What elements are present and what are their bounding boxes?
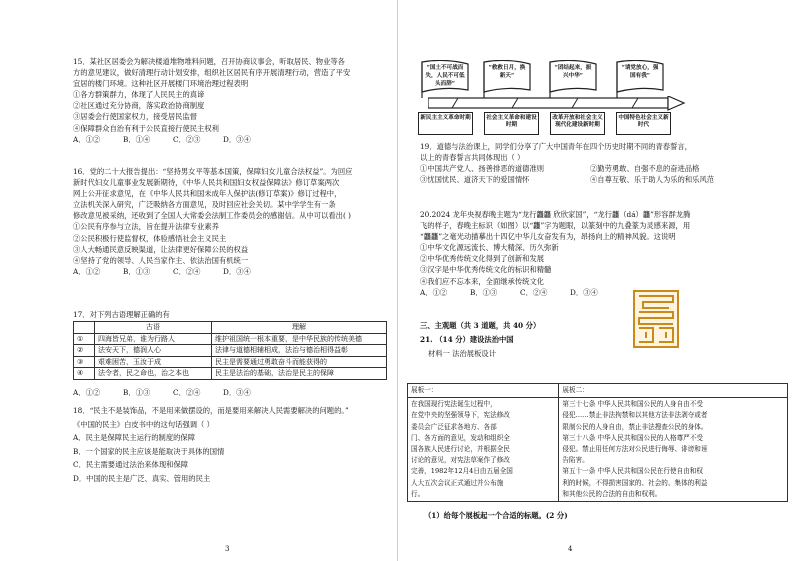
q18-stem-line: 《中国的民主》白皮书中的这句话强调（ ） — [73, 419, 214, 429]
q20-stem-line: “龘龘”之毫光动描摹出十四亿中华儿女奋发有为，昂扬向上的精神风貌。这说明 — [420, 232, 676, 242]
header-idiom: 古语 — [95, 322, 212, 334]
q17-idiom-table — [73, 321, 387, 380]
q15-stem-line: 宜居的楼门环境。这种社区开展楼门环境治理过程表明 — [73, 79, 249, 89]
q16-stem-line: 网上公开征求意见，在《中华人民共和国未成年人保护法(修订草案)》修订过程中， — [73, 189, 342, 199]
q16-stem-line: 新时代妇女儿童事业发展新期待，《中华人民共和国妇女权益保障法》修订草案两次 — [73, 178, 340, 188]
choice-a: A．①② — [420, 287, 448, 297]
q16-choices — [73, 266, 273, 277]
q15-option: ④保障群众自治有利于公民直接行使民主权利 — [73, 123, 219, 133]
question-18 — [73, 404, 393, 485]
q19-options-row — [420, 174, 760, 185]
period-box: 改革开放和社会主义现代化建设新时期 — [550, 112, 605, 135]
choice-b: B．①③ — [470, 287, 498, 297]
table-row: ① 四海皆兄弟，谁为行路人 维护祖国统一根本重要，是中华民族的传统美德 — [74, 333, 387, 345]
q20-option: ④我们应不忘本来，全面继承传统文化 — [420, 276, 545, 286]
q15-stem-line: 方的意见建议，做好清理行动计划安排，组织社区居民有序开展清理行动，营造了平安 — [73, 68, 351, 78]
table-row: ④ 法令者，民之命也，治之本也 民主是法治的基础，法治是民主的保障 — [74, 368, 387, 380]
choice-b: B．①④ — [123, 134, 151, 144]
boards-header-row — [408, 384, 788, 398]
choice-d: D．③④ — [570, 287, 598, 297]
q16-option: ③人大畅通民意反映渠道，让法律更好保障公民的权益 — [73, 244, 249, 254]
choice-a: A．①② — [73, 134, 101, 144]
q21-heading: 21. （14 分）建设法治中国 — [420, 335, 514, 344]
q16-stem-line: 16．党的二十大报告提出：“坚持男女平等基本国策，保障妇女儿童合法权益”。为回应 — [73, 167, 353, 176]
section-3-heading: 三、主观题（共 3 道题，共 40 分） — [420, 321, 541, 330]
q19-options-row — [420, 163, 760, 174]
choice-c: C．②③ — [173, 134, 201, 144]
question-15 — [73, 56, 393, 145]
header-understanding: 理解 — [212, 322, 387, 334]
period-box: 社会主义革命和建设时期 — [484, 112, 539, 135]
q21-material-label: 材料一 法治展板设计 — [428, 349, 496, 358]
choice-d: D．③④ — [223, 388, 251, 397]
page-number: 4 — [568, 545, 573, 553]
table-header-row — [74, 322, 387, 334]
right-page — [397, 0, 794, 561]
q20-choices — [420, 287, 620, 298]
q20-option: ①中华文化源远流长、博大精深、历久弥新 — [420, 243, 559, 253]
q18-option: D．中国的民主是广泛、真实、管用的民主 — [73, 473, 211, 483]
board-1-content: 在我国现行宪法诞生过程中， 在党中央的坚强领导下，宪法修改 委员会广泛征求各地方、各部 门、各方面的意见，发动和组织全 国各族人民进行讨论，并根据全民 讨论的意见，对宪法草案作了修改 完善，1982年12月4日由五届全国 人大五次会议正式通过并公布施 行。 — [408, 398, 559, 502]
board-2-title: 展板二： — [559, 384, 788, 398]
q17-choices — [73, 387, 273, 398]
choice-a: A．①② — [73, 266, 101, 276]
period-box: 中国特色社会主义新时代 — [616, 112, 671, 135]
table-row: ② 法安天下，德润人心 法律与道德相辅相成，法治与德治相得益彰 — [74, 345, 387, 357]
q18-option: A．民主是保障民主运行的制度的保障 — [73, 433, 196, 442]
q19-stem-line: 19．道德与法治课上，同学们分享了广大中国青年在四个历史时期不同的青春誓言， — [420, 142, 692, 151]
slogan-flag: “团结起来，振兴中华” — [548, 60, 598, 98]
q15-stem-line: 15．某社区居委会为解决楼道堆物堆料问题，召开协商议事会，听取居民、物业等各 — [73, 57, 345, 66]
q16-stem-line: 立法机关深入研究，广泛吸纳各方面意见，及时回应社会关切。某中学学生有一条 — [73, 200, 336, 210]
period-box: 新民主主义革命时期 — [418, 112, 473, 135]
q15-choices — [73, 134, 273, 145]
question-16 — [73, 166, 393, 277]
q18-stem-line: 18．“民主不是装饰品，不是用来做摆设的，而是要用来解决人民需要解决的问题的。” — [73, 406, 349, 415]
choice-c: C．②④ — [173, 266, 201, 276]
board-2-content: 第三十七条 中华人民共和国公民的人身自由不受 侵犯……禁止非法拘禁和以其他方法非法剥夺或者 限制公民的人身自由，禁止非法搜查公民的身体。 第三十八条 中华人民共和国公民的人格尊严不受 侵犯。禁止用任何方法对公民进行侮辱、诽谤和诬 告陷害。 第五十一条 中华人民共和国公民在行使自由和权 利的时候，不得损害国家的、社会的、集体的利益 和其他公民的合法的自由和权利。 — [559, 398, 788, 502]
slogan-flag: “请党放心，强国有我” — [615, 60, 665, 98]
choice-b: B．①③ — [123, 388, 151, 397]
choice-d: D．③④ — [223, 134, 251, 144]
choice-d: D．③④ — [223, 266, 251, 276]
q15-option: ①各方群策群力，体现了人民民主的真谛 — [73, 90, 205, 100]
table-row: ③ 艰难困苦，玉汝于成 民主是需要通过勇敢奋斗而能获得的 — [74, 356, 387, 368]
question-20 — [420, 209, 790, 298]
choice-b: B．①③ — [123, 266, 151, 276]
q17-title: 17．对下列古语理解正确的有 — [73, 310, 170, 319]
q20-stem-line: 飞的样子，春晚主标识（如图）以“龘”字为题眼，以篆刻中的九叠篆为灵感来源，用 — [420, 221, 691, 231]
q20-stem-line: 20.2024 龙年央视春晚主题为“龙行龘龘 欣欣家国”，“龙行龘（dá）龘”形容群龙腾 — [420, 210, 691, 219]
q20-option: ③汉字是中华优秀传统文化的标识和精髓 — [420, 265, 552, 275]
q21-sub-question-1: （1）给每个展板起一个合适的标题。(2 分) — [424, 511, 568, 520]
q18-option: B．一个国家的民主应该是能取决于具体的国情 — [73, 446, 225, 456]
q16-option: ④坚持了党的领导、人民当家作主、依法治国有机统一 — [73, 255, 249, 265]
law-display-boards — [407, 383, 788, 502]
q19-option: ②勤劳勇敢、自强不息的奋进品格 — [590, 164, 700, 174]
q20-option: ②中华优秀传统文化得到了创新和发展 — [420, 254, 545, 264]
q16-stem-line: 修改意见被采纳，还收到了全国人大常委会法制工作委员会的感谢信。从中可以看出( ) — [73, 211, 351, 221]
q16-option: ①公民有序参与立法，旨在提升法律专业素养 — [73, 222, 219, 232]
q19-stem-line: 以上的青春誓言共同体现出（ ） — [420, 153, 525, 163]
q15-option: ②社区通过充分协商，落实政治协商制度 — [73, 101, 205, 111]
choice-c: C．②④ — [173, 388, 201, 397]
slogan-flag: “救救日月，换新天” — [482, 60, 532, 98]
q19-option: ①中国共产党人、扬善排恶的道德准则 — [420, 164, 545, 174]
q15-option: ③居委会行使国家权力，接受居民监督 — [73, 112, 198, 122]
choice-c: C．②④ — [520, 287, 548, 297]
question-19 — [420, 141, 790, 185]
spring-festival-seal-logo — [633, 290, 679, 348]
q16-option: ②公民积极行使监督权，体验感悟社会主义民主 — [73, 233, 227, 243]
timeline-arrow — [428, 96, 688, 112]
q19-option: ③忧国忧民、道济天下的爱国情怀 — [420, 175, 530, 185]
choice-a: A．①② — [73, 388, 101, 397]
board-1-title: 展板一： — [408, 384, 559, 398]
boards-content-row — [408, 398, 788, 502]
page-number: 3 — [225, 545, 230, 553]
q19-option: ④自尊互敬、乐于助人为乐的和乐风范 — [590, 175, 715, 185]
slogan-flag: “国土不可战而失，人民不可低头而辞” — [420, 60, 470, 98]
q18-option: C．民主需要通过法治来体现和保障 — [73, 460, 189, 469]
